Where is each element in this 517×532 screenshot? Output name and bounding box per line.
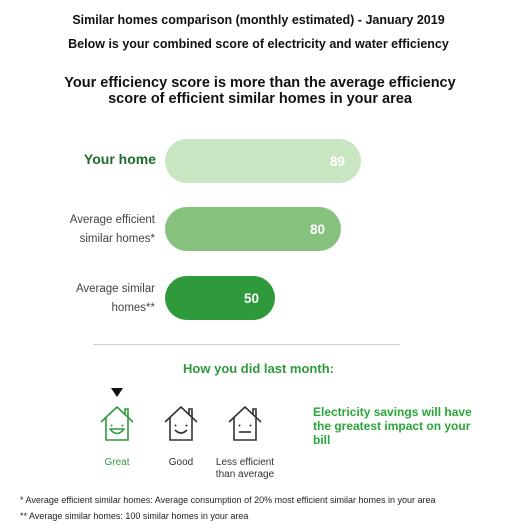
- rating-label-less-efficient: [205, 457, 285, 481]
- avg-similar-label-line2: homes**: [111, 302, 155, 314]
- rating-label-less-efficient-line2: than average: [215, 469, 275, 480]
- avg-similar-bar: [165, 276, 275, 320]
- last-month-title: How you did last month:: [183, 361, 334, 376]
- your-home-bar: [165, 139, 361, 183]
- rating-label-good: Good: [168, 457, 194, 468]
- rating-label-less-efficient-line1: Less efficient: [215, 457, 275, 468]
- avg-efficient-label-line2: similar homes*: [79, 233, 155, 245]
- less-efficient-house-icon: [225, 403, 265, 443]
- avg-efficient-bar: [165, 207, 341, 251]
- footnote-efficient: * Average efficient similar homes: Average consumption of 20% most efficient similar homes in your area: [20, 495, 436, 505]
- score-message: Your efficiency score is more than the average efficiency score of efficient similar homes in your area: [64, 75, 456, 107]
- section-divider: [93, 344, 400, 345]
- page-subtitle: Below is your combined score of electricity and water efficiency: [68, 37, 449, 51]
- avg-similar-score: 50: [243, 290, 259, 306]
- savings-note: Electricity savings will have the greatest impact on your bill: [313, 405, 472, 447]
- your-home-label: Your home: [83, 151, 156, 167]
- great-house-icon: [97, 403, 137, 443]
- footnote-similar: ** Average similar homes: 100 similar homes in your area: [20, 511, 249, 521]
- page-title: Similar homes comparison (monthly estimated) - January 2019: [72, 13, 445, 27]
- good-house-icon: [161, 403, 201, 443]
- avg-efficient-score: 80: [309, 221, 325, 237]
- selected-rating-pointer-icon: [111, 388, 123, 397]
- rating-label-great: Great: [104, 457, 130, 468]
- avg-efficient-label: [20, 211, 155, 249]
- avg-similar-label: [20, 280, 155, 318]
- your-home-score: 89: [329, 153, 345, 169]
- avg-similar-label-line1: Average similar: [75, 283, 155, 295]
- avg-efficient-label-line1: Average efficient: [69, 214, 155, 226]
